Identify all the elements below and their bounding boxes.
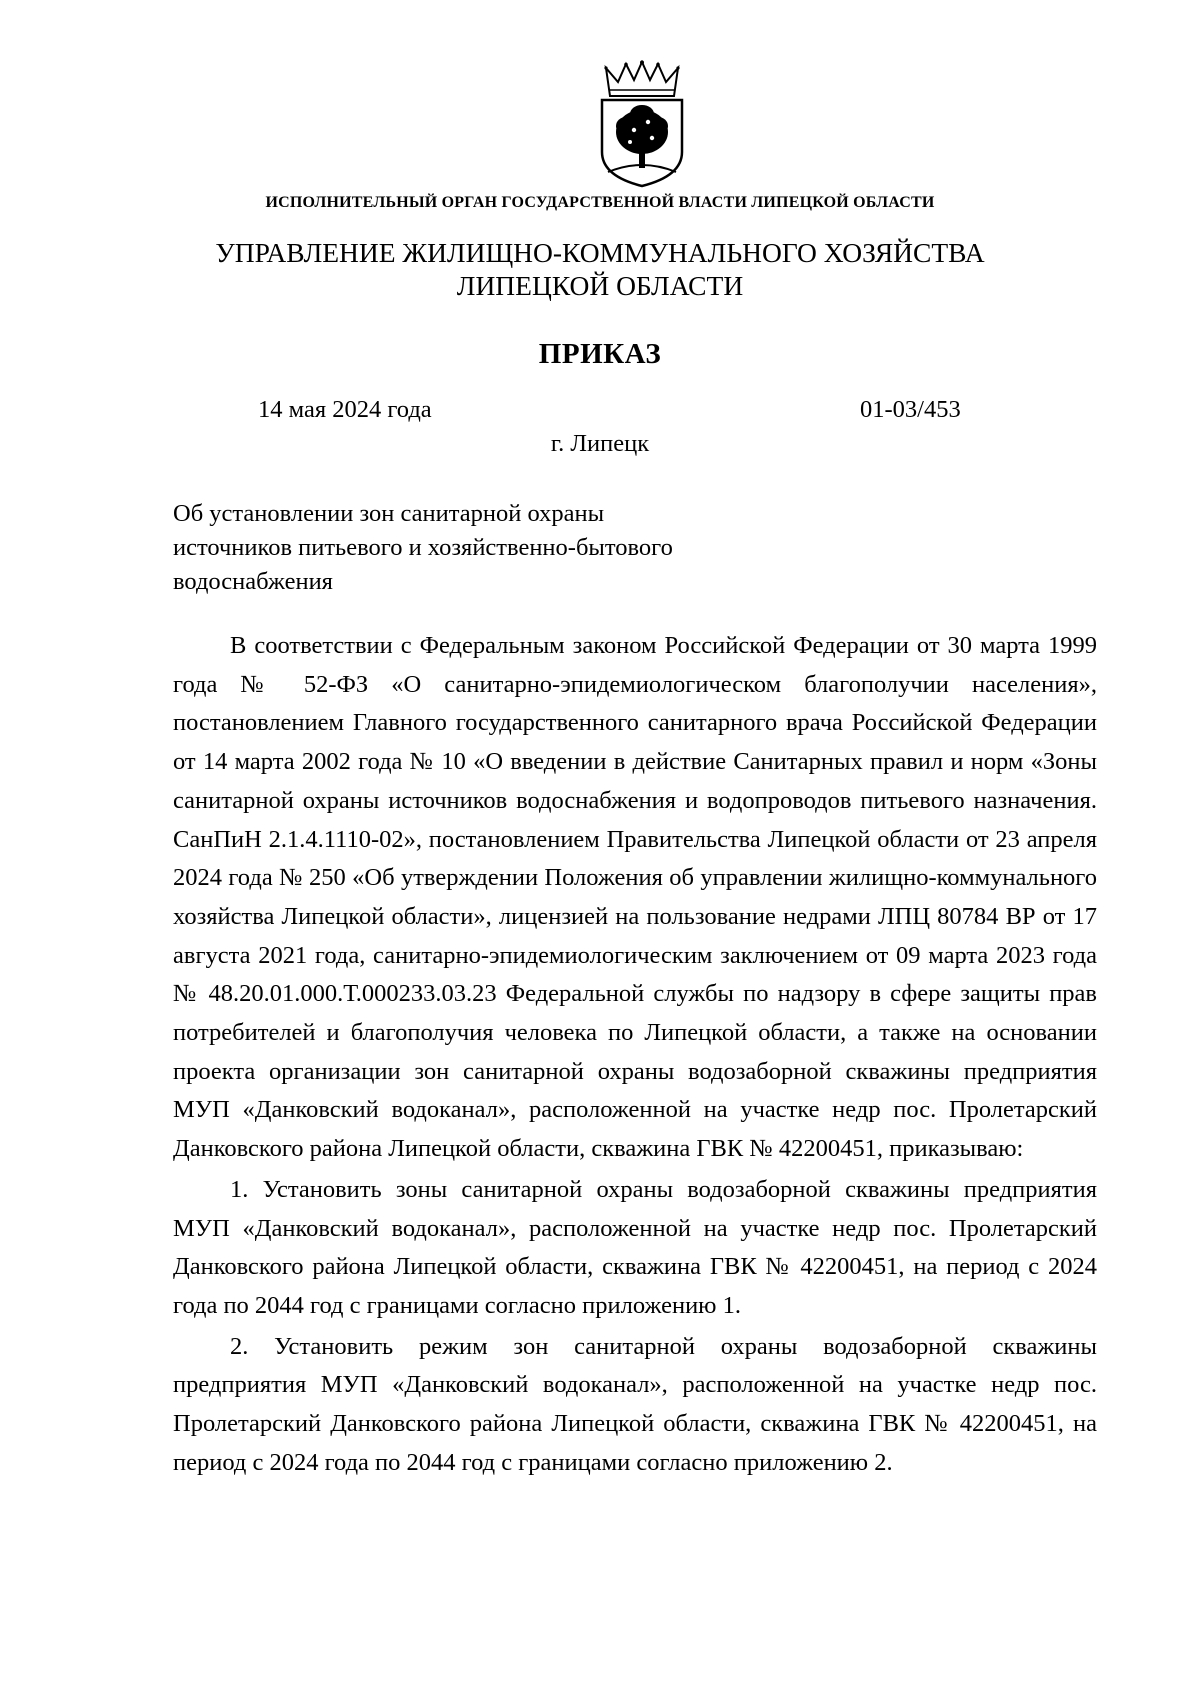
order-city: г. Липецк [550, 430, 650, 457]
order-item-1: 1. Установить зоны санитарной охраны водозаборной скважины предприятия МУП «Данковский водоканал», расположенной на участке недр пос. Пролетарский Данковского района Липецкой области, скважина ГВК № 42200451, на период с 2024 года по 2044 год с границами согласно приложению 1. [173, 1175, 1097, 1319]
department-name-line: УПРАВЛЕНИЕ ЖИЛИЩНО-КОММУНАЛЬНОГО ХОЗЯЙСТВА [215, 237, 985, 268]
subject-line: Об установлении зон санитарной охраны [173, 500, 605, 527]
document-type-title: ПРИКАЗ [538, 338, 662, 370]
order-number: 01-03/453 [860, 396, 961, 423]
preamble-paragraph: В соответствии с Федеральным законом Российской Федерации от 30 марта 1999 года № 52-ФЗ «О санитарно-эпидемиологическом благополучии населения», постановлением Главного государственного санитарного врача Российской Федерации от 14 марта 2002 года № 10 «О введении в действие Санитарных правил и норм «Зоны санитарной охраны источников водоснабжения и водопроводов питьевого назначения. СанПиН 2.1.4.1110-02», постановлением Правительства Липецкой области от 23 апреля 2024 года № 250 «Об утверждении Положения об управлении жилищно-коммунального хозяйства Липецкой области», лицензией на пользование недрами ЛПЦ 80784 ВР от 17 августа 2021 года, санитарно-эпидемиологическим заключением от 09 марта 2023 года № 48.20.01.000.Т.000233.03.23 Федеральной службы по надзору в сфере защиты прав потребителей и благополучия человека по Липецкой области, а также на основании проекта организации зон санитарной охраны водозаборной скважины предприятия МУП «Данковский водоканал», расположенной на участке недр пос. Пролетарский Данковского района Липецкой области, скважина ГВК № 42200451, приказываю: [173, 632, 1097, 1163]
department-name-line: ЛИПЕЦКОЙ ОБЛАСТИ [456, 270, 744, 301]
order-date: 14 мая 2024 года [258, 396, 432, 423]
order-subject [173, 497, 793, 599]
department-name [0, 236, 1200, 302]
order-item-2: 2. Установить режим зон санитарной охраны водозаборной скважины предприятия МУП «Данковский водоканал», расположенной на участке недр пос. Пролетарский Данковского района Липецкой области, скважина ГВК № 42200451, на период с 2024 года по 2044 год с границами согласно приложению 2. [173, 1332, 1097, 1476]
subject-line: водоснабжения [173, 568, 333, 595]
lipetsk-coat-of-arms-icon [596, 60, 688, 188]
subject-line: источников питьевого и хозяйственно-бытового [173, 534, 673, 561]
issuing-authority: ИСПОЛНИТЕЛЬНЫЙ ОРГАН ГОСУДАРСТВЕННОЙ ВЛАСТИ ЛИПЕЦКОЙ ОБЛАСТИ [265, 194, 935, 211]
order-body [173, 627, 1097, 1482]
